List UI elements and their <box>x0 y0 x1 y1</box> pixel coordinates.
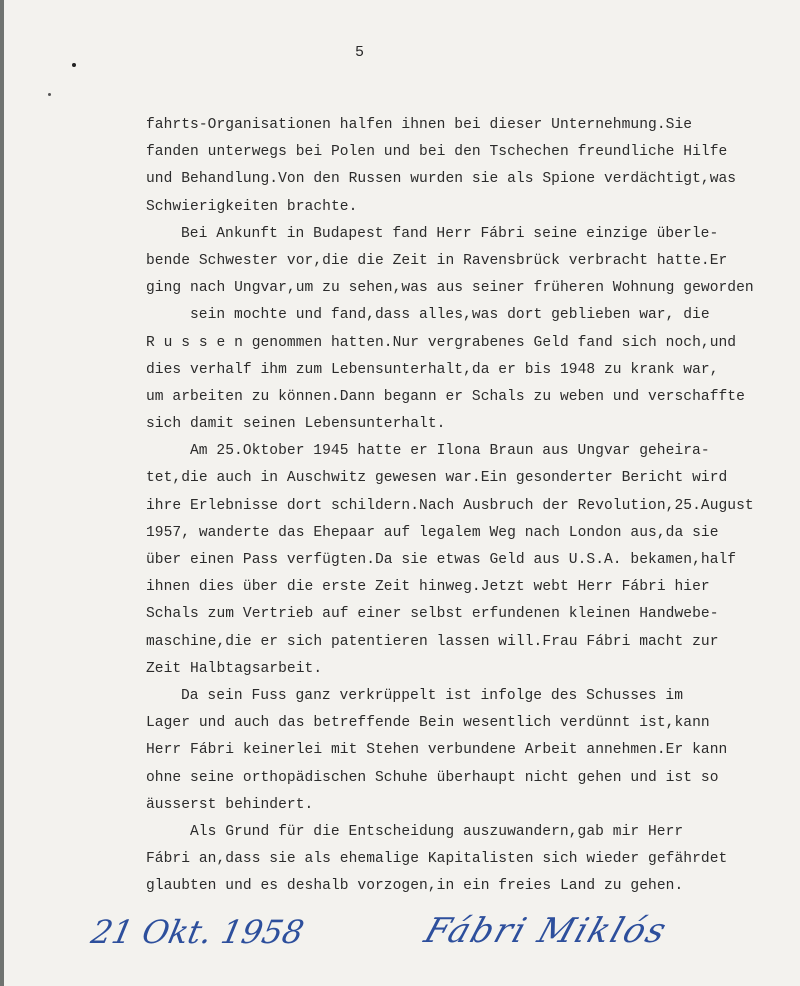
text-line: Herr Fábri keinerlei mit Stehen verbundene Arbeit annehmen.Er kann <box>146 742 728 759</box>
handwritten-date: 21 Okt. 1958 <box>87 913 308 951</box>
text-line: Zeit Halbtagsarbeit. <box>146 660 323 677</box>
text-line: ihnen dies über die erste Zeit hinweg.Jetzt webt Herr Fábri hier <box>146 579 710 596</box>
text-line: Bei Ankunft in Budapest fand Herr Fábri seine einzige überle- <box>181 225 719 242</box>
text-line: ging nach Ungvar,um zu sehen,was aus seiner früheren Wohnung geworden <box>146 280 754 297</box>
document-page <box>4 0 800 986</box>
punch-mark <box>72 63 76 67</box>
text-line: Schals zum Vertrieb auf einer selbst erfundenen kleinen Handwebe- <box>146 606 719 623</box>
text-line: Am 25.Oktober 1945 hatte er Ilona Braun aus Ungvar geheira- <box>190 443 710 460</box>
text-line: maschine,die er sich patentieren lassen will.Frau Fábri macht zur <box>146 633 719 650</box>
text-line: äusserst behindert. <box>146 796 314 813</box>
text-line: R u s s e n genommen hatten.Nur vergrabenes Geld fand sich noch,und <box>146 334 737 351</box>
text-line: sein mochte und fand,dass alles,was dort geblieben war, die <box>190 307 710 324</box>
text-line: bende Schwester vor,die die Zeit in Ravensbrück verbracht hatte.Er <box>146 252 728 269</box>
text-line: und Behandlung.Von den Russen wurden sie als Spione verdächtigt,was <box>146 171 737 188</box>
text-line: fahrts-Organisationen halfen ihnen bei dieser Unternehmung.Sie <box>146 117 693 133</box>
text-line: fanden unterwegs bei Polen und bei den Tschechen freundliche Hilfe <box>146 144 728 161</box>
text-line: Fábri an,dass sie als ehemalige Kapitalisten sich wieder gefährdet <box>146 851 728 868</box>
text-line: ohne seine orthopädischen Schuhe überhaupt nicht gehen und ist so <box>146 769 719 786</box>
text-line: 1957, wanderte das Ehepaar auf legalem Weg nach London aus,da sie <box>146 524 719 541</box>
text-line: tet,die auch in Auschwitz gewesen war.Ein gesonderter Bericht wird <box>146 470 728 487</box>
text-line: sich damit seinen Lebensunterhalt. <box>146 416 446 433</box>
text-line: Als Grund für die Entscheidung auszuwandern,gab mir Herr <box>190 823 684 840</box>
text-line: um arbeiten zu können.Dann begann er Schals zu weben und verschaffte <box>146 388 745 405</box>
punch-mark <box>48 93 51 96</box>
text-line: über einen Pass verfügten.Da sie etwas Geld aus U.S.A. bekamen,half <box>146 552 737 568</box>
typed-text <box>146 112 786 900</box>
text-line: Lager und auch das betreffende Bein wesentlich verdünnt ist,kann <box>146 715 710 732</box>
text-line: ihre Erlebnisse dort schildern.Nach Ausbruch der Revolution,25.August <box>146 497 754 514</box>
signature: Fábri Miklós <box>419 911 673 951</box>
text-line: dies verhalf ihm zum Lebensunterhalt,da er bis 1948 zu krank war, <box>146 361 719 378</box>
text-line: glaubten und es deshalb vorzogen,in ein freies Land zu gehen. <box>146 878 684 895</box>
text-line: Da sein Fuss ganz verkrüppelt ist infolge des Schusses im <box>181 687 684 704</box>
text-line: Schwierigkeiten brachte. <box>146 198 358 215</box>
page-number: 5 <box>355 44 365 61</box>
